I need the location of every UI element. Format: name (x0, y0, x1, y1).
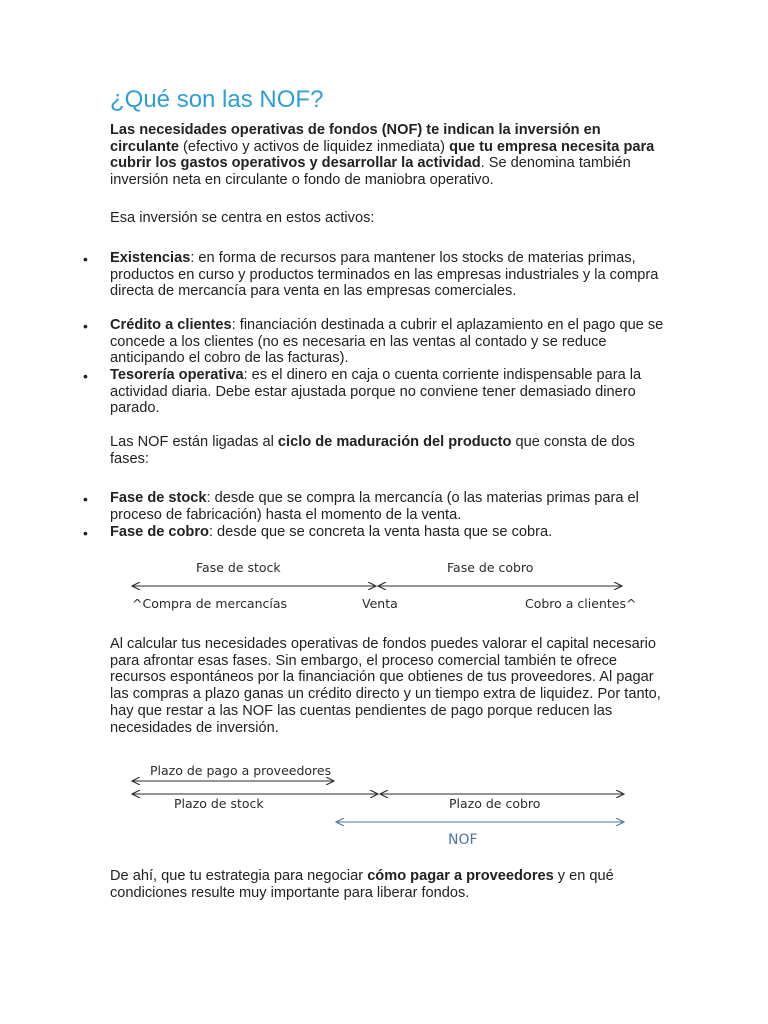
nof-label: NOF (448, 832, 478, 848)
cycle-text-1: Las NOF están ligadas al (110, 434, 278, 450)
intro-paragraph (110, 122, 670, 189)
plazo-stock-label: Plazo de stock (174, 796, 264, 811)
conclusion-bold: cómo pagar a proveedores (367, 868, 554, 884)
conclusion-paragraph (110, 868, 670, 901)
cycle-bold: ciclo de maduración del producto (277, 434, 512, 450)
conclusion-text-1: De ahí, que tu estrategia para negociar (110, 868, 368, 884)
conclusion-text-2: y en qué condiciones resulte muy importante para liberar fondos. (110, 868, 614, 901)
cycle-diagram (110, 555, 670, 617)
payment-diagram (110, 757, 670, 852)
list-item (83, 250, 670, 300)
cycle-paragraph (110, 434, 670, 467)
bullet-icon: • (83, 368, 88, 384)
bullet-icon: • (83, 525, 88, 541)
asset-term: Existencias (110, 250, 191, 266)
phase-term: Fase de cobro (110, 524, 209, 540)
assets-intro: Esa inversión se centra en estos activos: (110, 210, 375, 226)
bullet-icon: • (83, 318, 88, 334)
phase-text: : desde que se concreta la venta hasta que se cobra. (208, 524, 553, 540)
point-cobro-label: Cobro a clientes^ (525, 596, 637, 611)
intro-bold-1: Las necesidades operativas de fondos (NOF) te indican la inversión en circulante (110, 122, 601, 155)
asset-text: : financiación destinada a cubrir el aplazamiento en el pago que se concede a los clientes (no es necesaria en las ventas al contado y se reduce anticipando el cobro de las facturas). (110, 317, 664, 367)
phase-text: : desde que se compra la mercancía (o las materias primas para el proceso de fabricación) hasta el momento de la venta. (110, 490, 639, 523)
list-item (83, 490, 670, 523)
list-item (83, 367, 670, 417)
asset-text: : es el dinero en caja o cuenta corriente indispensable para la actividad diaria. Debe estar ajustada porque no conviene tener demasiado dinero parado. (110, 367, 642, 417)
phase-stock-label: Fase de stock (196, 560, 281, 575)
phase-cobro-label: Fase de cobro (447, 560, 534, 575)
bullet-icon: • (83, 491, 88, 507)
list-item (83, 317, 670, 367)
asset-term: Crédito a clientes (110, 317, 232, 333)
plazo-pago-label: Plazo de pago a proveedores (150, 763, 332, 778)
intro-bold-2: que tu empresa necesita para cubrir los gastos operativos y desarrollar la actividad (110, 138, 655, 172)
cycle-text-2: que consta de dos fases: (110, 434, 635, 467)
plazo-cobro-label: Plazo de cobro (449, 796, 541, 811)
page-title: ¿Qué son las NOF? (110, 86, 324, 113)
point-venta-label: Venta (362, 596, 398, 611)
asset-term: Tesorería operativa (110, 367, 244, 383)
calc-paragraph: Al calcular tus necesidades operativas de fondos puedes valorar el capital necesario para afrontar esas fases. Sin embargo, el proceso comercial también te ofrece recursos espontáneos por la financiación que obtienes de tus proveedores. Al pagar las compras a plazo ganas un crédito directo y un tiempo extra de liquidez. Por tanto, hay que restar a las NOF las cuentas pendientes de pago porque reducen las necesidades de inversión. (110, 636, 661, 736)
phase-term: Fase de stock (110, 490, 207, 506)
intro-text-2: . Se denomina también inversión neta en circulante o fondo de maniobra operativo. (110, 155, 631, 189)
intro-text-1: (efectivo y activos de liquidez inmediata) (178, 138, 450, 155)
list-item (83, 524, 670, 541)
point-compra-label: ^Compra de mercancías (132, 596, 288, 611)
bullet-icon: • (83, 251, 88, 267)
asset-text: : en forma de recursos para mantener los stocks de materias primas, productos en curso y productos terminados en las empresas industriales y la compra directa de mercancía para venta en las empresas comerciales. (110, 250, 659, 300)
